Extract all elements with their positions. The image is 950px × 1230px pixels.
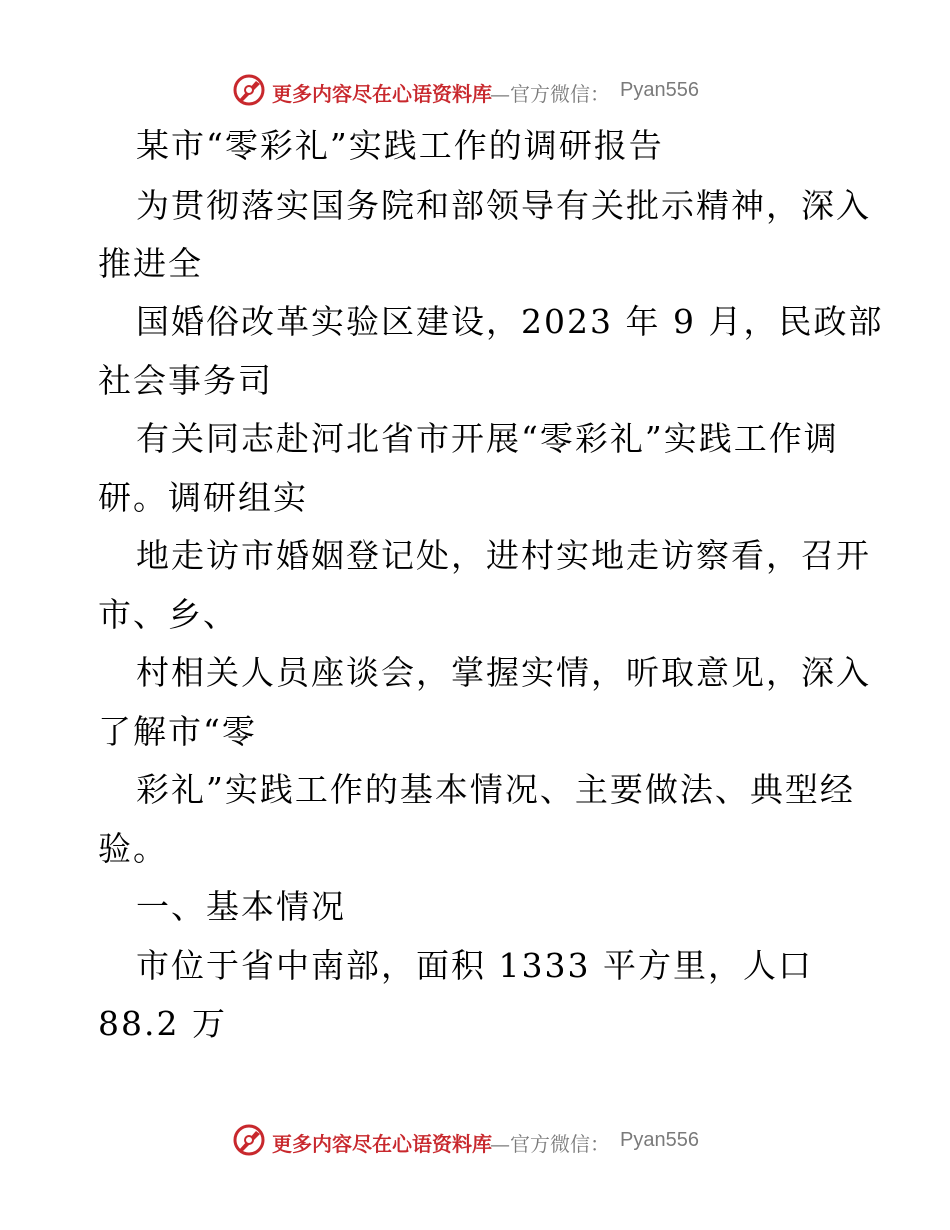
text-line: 国婚俗改革实验区建设，2023 年 9 月，民政部 <box>136 302 884 341</box>
watermark-wechat-label: —官方微信： <box>490 82 610 106</box>
text-line: 研。调研组实 <box>98 478 308 517</box>
text-line: 推进全 <box>98 244 203 283</box>
text-line: 了解市“零 <box>98 712 257 751</box>
section-heading: 一、基本情况 <box>136 887 346 926</box>
text-line: 社会事务司 <box>98 361 273 400</box>
quill-pen-logo-icon <box>232 1123 266 1157</box>
text-line: 地走访市婚姻登记处，进村实地走访察看，召开 <box>136 536 871 575</box>
text-line: 彩礼”实践工作的基本情况、主要做法、典型经 <box>136 770 855 809</box>
watermark-wechat-id: Pyan556 <box>620 79 699 101</box>
text-line: 市位于省中南部，面积 1333 平方里，人口 <box>136 946 813 985</box>
quill-pen-logo-icon <box>232 73 266 107</box>
text-line: 为贯彻落实国务院和部领导有关批示精神，深入 <box>136 186 871 225</box>
watermark-brand: 更多内容尽在心语资料库 <box>272 1132 492 1156</box>
footer-watermark <box>0 1122 950 1158</box>
text-line: 有关同志赴河北省市开展“零彩礼”实践工作调 <box>136 419 839 458</box>
text-line: 88.2 万 <box>98 1004 227 1043</box>
text-line: 验。 <box>98 829 168 868</box>
watermark-wechat-id: Pyan556 <box>620 1129 699 1151</box>
header-watermark <box>0 72 950 108</box>
watermark-wechat-label: —官方微信： <box>490 1132 610 1156</box>
text-line: 市、乡、 <box>98 595 238 634</box>
watermark-brand: 更多内容尽在心语资料库 <box>272 82 492 106</box>
document-title: 某市“零彩礼”实践工作的调研报告 <box>136 126 664 165</box>
text-line: 村相关人员座谈会，掌握实情，听取意见，深入 <box>136 653 871 692</box>
